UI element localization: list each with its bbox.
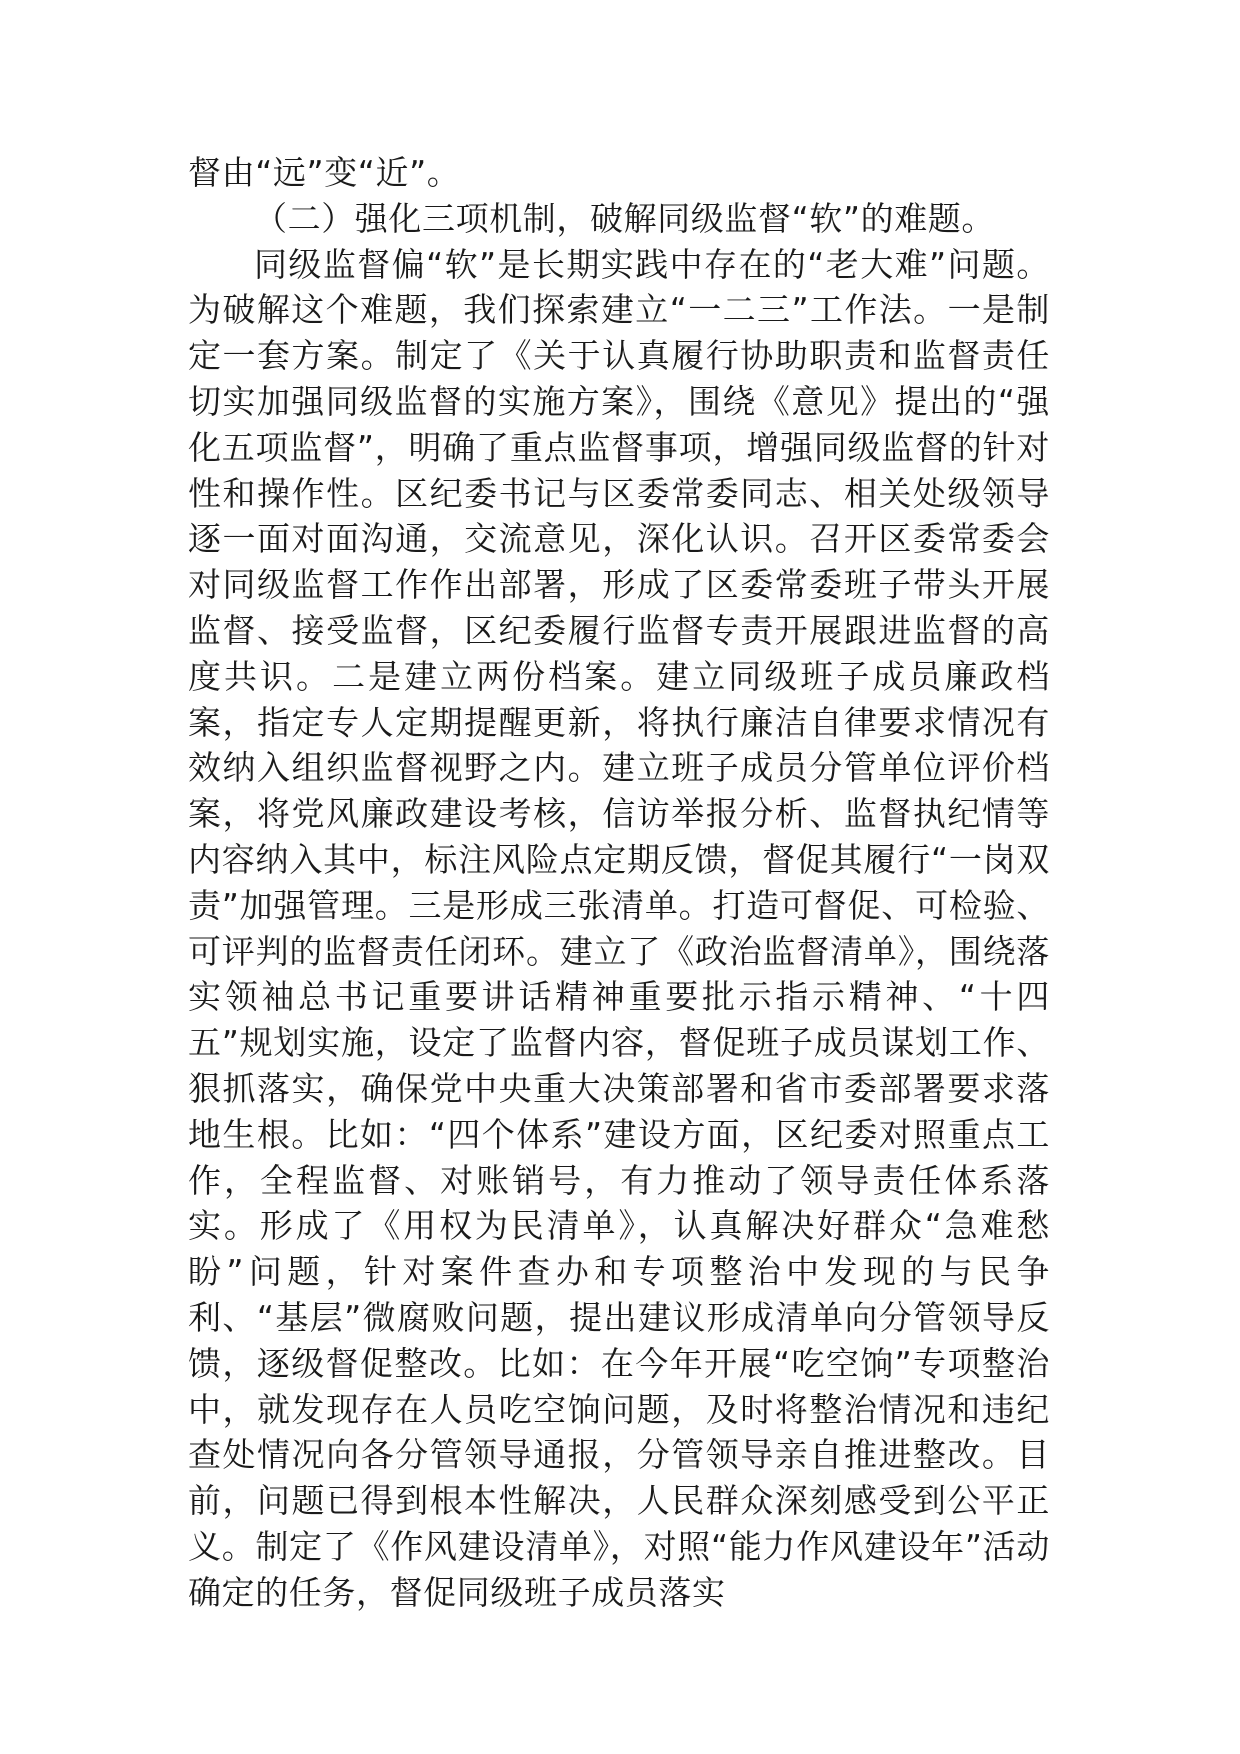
body-text — [188, 150, 1050, 1616]
paragraph-continuation: 督由“远”变“近”。 — [188, 153, 461, 192]
paragraph-body: 同级监督偏“软”是长期实践中存在的“老大难”问题。为破解这个难题，我们探索建立“一二三”工作法。一是制定一套方案。制定了《关于认真履行协助职责和监督责任切实加强同级监督的实施方案》，围绕《意见》提出的“强化五项监督”，明确了重点监督事项，增强同级监督的针对性和操作性。区纪委书记与区委常委同志、相关处级领导逐一面对面沟通，交流意见，深化认识。召开区委常委会对同级监督工作作出部署，形成了区委常委班子带头开展监督、接受监督，区纪委履行监督专责开展跟进监督的高度共识。二是建立两份档案。建立同级班子成员廉政档案，指定专人定期提醒更新，将执行廉洁自律要求情况有效纳入组织监督视野之内。建立班子成员分管单位评价档案，将党风廉政建设考核，信访举报分析、监督执纪情等内容纳入其中，标注风险点定期反馈，督促其履行“一岗双责”加强管理。三是形成三张清单。打造可督促、可检验、可评判的监督责任闭环。建立了《政治监督清单》，围绕落实领袖总书记重要讲话精神重要批示指示精神、“十四五”规划实施，设定了监督内容，督促班子成员谋划工作、狠抓落实，确保党中央重大决策部署和省市委部署要求落地生根。比如：“四个体系”建设方面，区纪委对照重点工作，全程监督、对账销号，有力推动了领导责任体系落实。形成了《用权为民清单》，认真解决好群众“急难愁盼”问题，针对案件查办和专项整治中发现的与民争利、“基层”微腐败问题，提出建议形成清单向分管领导反馈，逐级督促整改。比如：在今年开展“吃空饷”专项整治中，就发现存在人员吃空饷问题，及时将整治情况和违纪查处情况向各分管领导通报，分管领导亲自推进整改。目前，问题已得到根本性解决，人民群众深刻感受到公平正义。制定了《作风建设清单》，对照“能力作风建设年”活动确定的任务，督促同级班子成员落实 — [188, 244, 1050, 1612]
section-heading: （二）强化三项机制，破解同级监督“软”的难题。 — [254, 198, 995, 238]
